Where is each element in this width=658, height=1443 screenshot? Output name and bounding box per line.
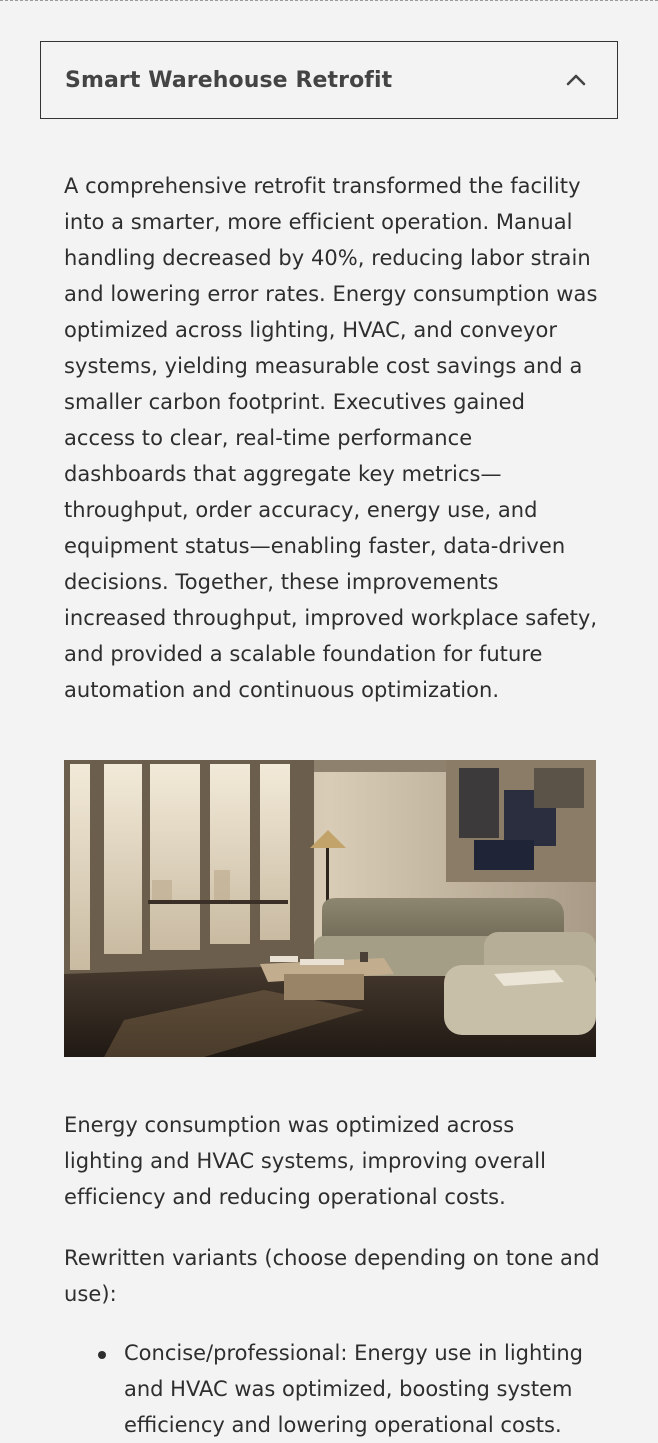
list-item — [64, 1335, 600, 1443]
accordion-content — [64, 168, 600, 708]
interior-photo — [64, 760, 596, 1057]
accordion-title: Smart Warehouse Retrofit — [65, 67, 393, 93]
list-item-text: Concise/professional: Energy use in lighting and HVAC was optimized, boosting system efficiency and lowering operational costs. — [124, 1341, 584, 1437]
summary-paragraph — [64, 1107, 600, 1215]
summary-text: Energy consumption was optimized across lighting and HVAC systems, improving overall efficiency and reducing operational costs. — [64, 1113, 547, 1209]
description-paragraph: A comprehensive retrofit transformed the facility into a smarter, more efficient operation. Manual handling decreased by 40%, reducing labor strain and lowering error rates. Energy consumption was optimized across lighting, HVAC, and conveyor systems, yielding measurable cost savings and a smaller carbon footprint. Executives gained access to clear, real-time performance dashboards that aggregate key metrics—throughput, order accuracy, energy use, and equipment status—enabling faster, data-driven decisions. Together, these improvements increased throughput, improved workplace safety, and provided a scalable foundation for future automation and continuous optimization. — [64, 174, 598, 702]
variants-list — [64, 1335, 600, 1443]
chevron-up-icon[interactable] — [565, 69, 587, 91]
accordion-header[interactable] — [40, 41, 618, 119]
top-divider — [0, 0, 658, 1]
variants-intro-text: Rewritten variants (choose depending on tone and use): — [64, 1246, 600, 1306]
bullet-dot-icon — [98, 1351, 106, 1359]
variants-intro — [64, 1240, 600, 1312]
